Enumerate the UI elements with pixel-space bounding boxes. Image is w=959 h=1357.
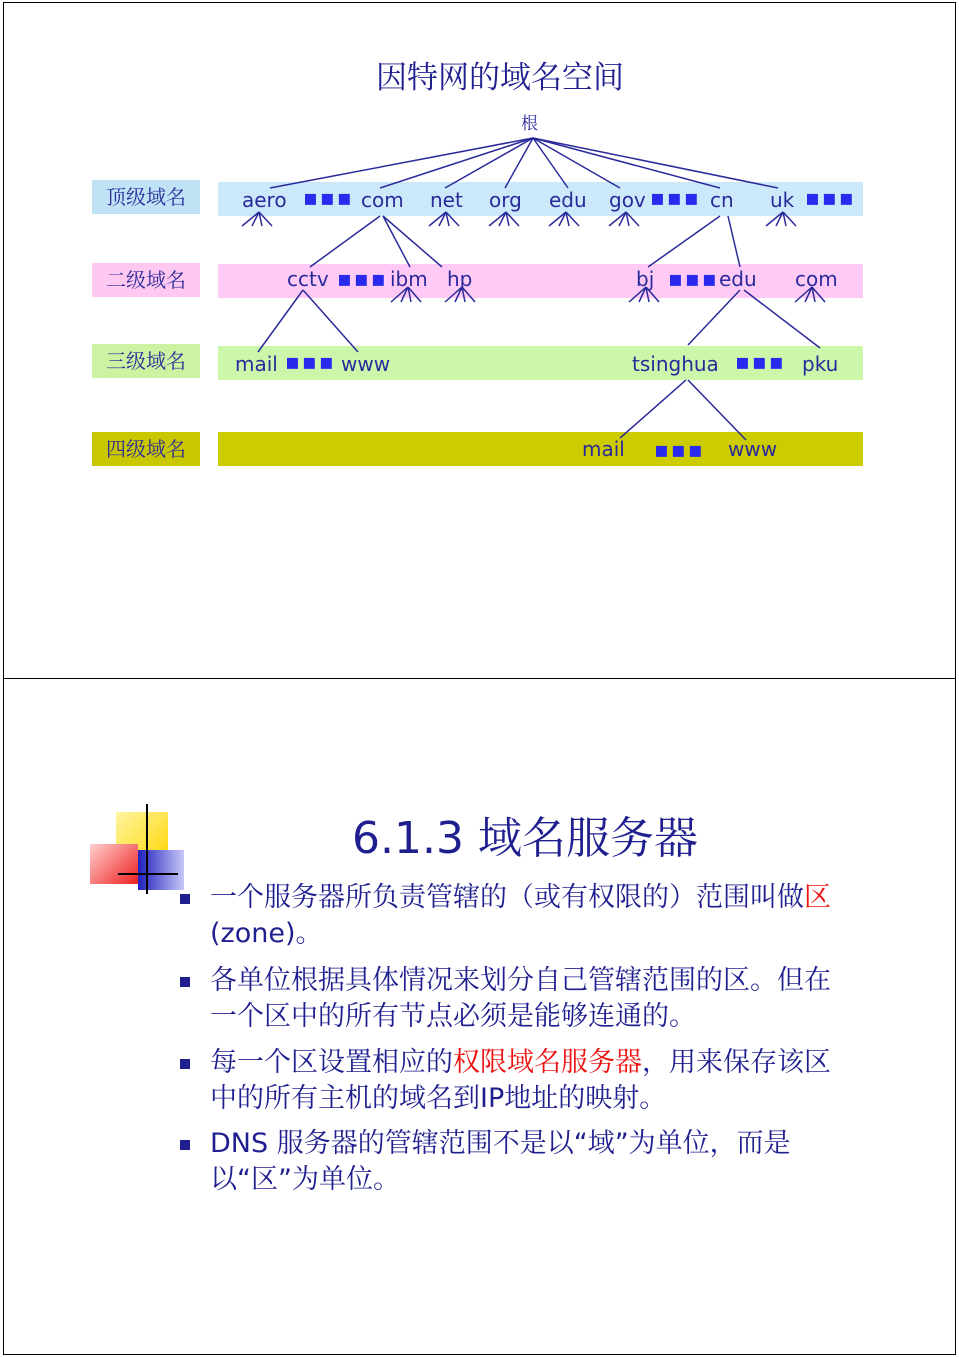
root-node-label: 根: [521, 114, 538, 134]
decor-horizontal-line: [118, 873, 178, 875]
bullet-1-highlight: 区: [804, 882, 831, 913]
bullet-2-text: 各单位根据具体情况来划分自己管辖范围的区。但在一个区中的所有节点必须是能够连通的。: [210, 965, 831, 1032]
fourth-www: www: [728, 437, 778, 461]
tld-gov: gov: [609, 188, 646, 212]
ellipsis-tld-1: ▪▪▪: [303, 186, 354, 211]
level-label-top: 顶级域名: [92, 180, 200, 214]
tld-cn: cn: [710, 188, 734, 212]
tld-uk: uk: [770, 188, 795, 212]
sld-com: com: [795, 267, 838, 291]
tld-aero: aero: [242, 188, 287, 212]
ellipsis-tld-3: ▪▪▪: [805, 186, 856, 211]
sld-ibm: ibm: [390, 267, 428, 291]
third-tsinghua: tsinghua: [632, 352, 719, 376]
tld-edu: edu: [549, 188, 587, 212]
level-label-second: 二级域名: [92, 263, 200, 297]
bullet-3-text-b: ，用来保存该区中的所有主机的域名到IP地址的映射。: [210, 1047, 831, 1114]
sld-hp: hp: [447, 267, 473, 291]
bullet-4-text: DNS 服务器的管辖范围不是以“域”为单位，而是以“区”为单位。: [210, 1128, 791, 1195]
bullet-square-icon: [180, 894, 190, 904]
ellipsis-sld-2: ▪▪▪: [668, 267, 719, 292]
tld-com: com: [361, 188, 404, 212]
slide-domain-space: [3, 2, 956, 679]
tld-org: org: [489, 188, 522, 212]
bullet-3-highlight: 权限域名服务器: [453, 1047, 642, 1078]
bullet-1-text-b: (zone)。: [210, 918, 323, 949]
sld-cctv: cctv: [287, 267, 329, 291]
tld-net: net: [430, 188, 463, 212]
bullet-1-text-a: 一个服务器所负责管辖的（或有权限的）范围叫做: [210, 882, 804, 913]
ellipsis-third-2: ▪▪▪: [735, 350, 786, 375]
bullet-1: [180, 880, 850, 952]
bullet-3: [180, 1045, 850, 1117]
bullet-3-text-a: 每一个区设置相应的: [210, 1047, 453, 1078]
third-pku: pku: [802, 352, 839, 376]
fourth-mail: mail: [582, 437, 625, 461]
bullet-4: [180, 1126, 850, 1198]
ellipsis-fourth: ▪▪▪: [654, 438, 705, 463]
bullet-square-icon: [180, 1140, 190, 1150]
ellipsis-third-1: ▪▪▪: [285, 350, 336, 375]
bullet-square-icon: [180, 1059, 190, 1069]
level-label-third: 三级域名: [92, 344, 200, 378]
ellipsis-sld-1: ▪▪▪: [337, 267, 388, 292]
bullet-square-icon: [180, 977, 190, 987]
sld-bj: bj: [636, 267, 655, 291]
slide-title: 6.1.3 域名服务器: [352, 813, 698, 864]
third-mail: mail: [235, 352, 278, 376]
sld-edu: edu: [719, 267, 757, 291]
level-label-fourth: 四级域名: [92, 432, 200, 466]
diagram-title: 因特网的域名空间: [376, 60, 624, 96]
bullet-2: [180, 963, 850, 1035]
ellipsis-tld-2: ▪▪▪: [650, 186, 701, 211]
third-www: www: [341, 352, 391, 376]
